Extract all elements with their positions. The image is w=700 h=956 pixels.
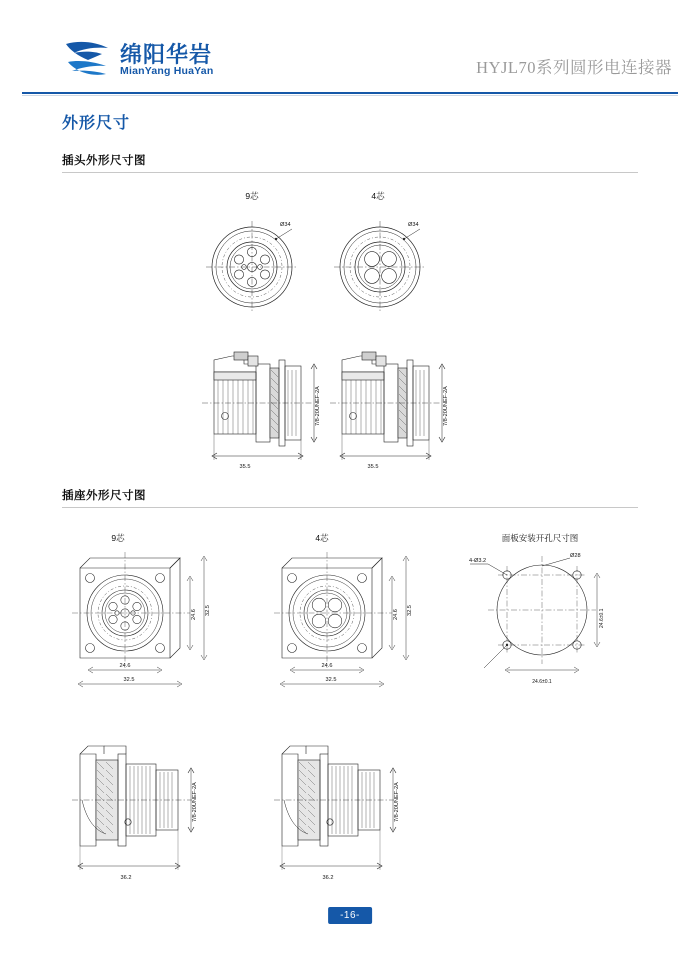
label-rec9-width-32: 32.5 [123, 677, 135, 683]
header-divider [22, 92, 678, 94]
drawing-plug-4pin-side [320, 330, 460, 480]
label-rec9-height-32: 32.5 [205, 605, 211, 616]
logo-english-name: MianYang HuaYan [120, 65, 214, 77]
logo [62, 38, 262, 86]
subsection-plug-divider [62, 172, 638, 173]
drawing-plug-9pin-front [200, 205, 310, 320]
drawing-receptacle-4pin-front [268, 550, 433, 695]
document-title: HYJL70系列圆形电连接器 [476, 58, 672, 77]
label-rec9-length: 36.2 [120, 875, 132, 881]
label-plug9-thread: 7/8-20UNEF-2A [315, 386, 321, 426]
drawing-panel-cutout [466, 550, 641, 695]
subsection-receptacle-title: 插座外形尺寸图 [62, 490, 146, 502]
caption-panel-cutout: 面板安装开孔尺寸图 [501, 533, 579, 543]
label-rec4-thread: 7/8-20UNEF-2A [394, 782, 400, 822]
label-rec4-height-32: 32.5 [407, 605, 413, 616]
caption-receptacle-9pin: 9芯 [111, 533, 125, 543]
label-plug9-length: 35.5 [239, 464, 251, 470]
caption-plug-9pin: 9芯 [245, 191, 259, 201]
subsection-plug-title: 插头外形尺寸图 [62, 155, 146, 167]
caption-plug-4pin: 4芯 [371, 191, 385, 201]
section-title: 外形尺寸 [62, 115, 131, 132]
label-rec9-width-24: 24.6 [119, 663, 131, 669]
label-rec4-height-24: 24.6 [393, 609, 399, 620]
drawing-plug-4pin-front [328, 205, 438, 320]
label-rec4-width-32: 32.5 [325, 677, 337, 683]
label-rec4-length: 36.2 [322, 875, 334, 881]
label-plug4-length: 35.5 [367, 464, 379, 470]
label-rec4-width-24: 24.6 [321, 663, 333, 669]
label-panel-holes: 4-Ø3.2 [469, 558, 487, 564]
caption-receptacle-4pin: 4芯 [315, 533, 329, 543]
label-rec9-thread: 7/8-20UNEF-2A [192, 782, 198, 822]
drawing-plug-9pin-side [192, 330, 332, 480]
label-panel-height: 24.6±0.1 [599, 608, 605, 628]
label-plug4-diameter: Ø34 [408, 222, 419, 228]
page-header [0, 0, 700, 100]
label-panel-width: 24.6±0.1 [532, 679, 552, 685]
label-rec9-height-24: 24.6 [191, 609, 197, 620]
subsection-receptacle-divider [62, 507, 638, 508]
label-panel-diameter: Ø28 [570, 553, 581, 559]
page-number-badge: -16- [328, 907, 372, 924]
label-plug4-thread: 7/8-20UNEF-2A [443, 386, 449, 426]
header-divider-secondary [22, 95, 678, 96]
drawing-receptacle-4pin-side [268, 730, 443, 890]
drawing-receptacle-9pin-front [66, 550, 231, 695]
drawing-receptacle-9pin-side [66, 730, 241, 890]
company-logo-icon [62, 38, 114, 78]
label-plug9-diameter: Ø34 [280, 222, 291, 228]
logo-chinese-name: 绵阳华岩 [120, 43, 213, 68]
